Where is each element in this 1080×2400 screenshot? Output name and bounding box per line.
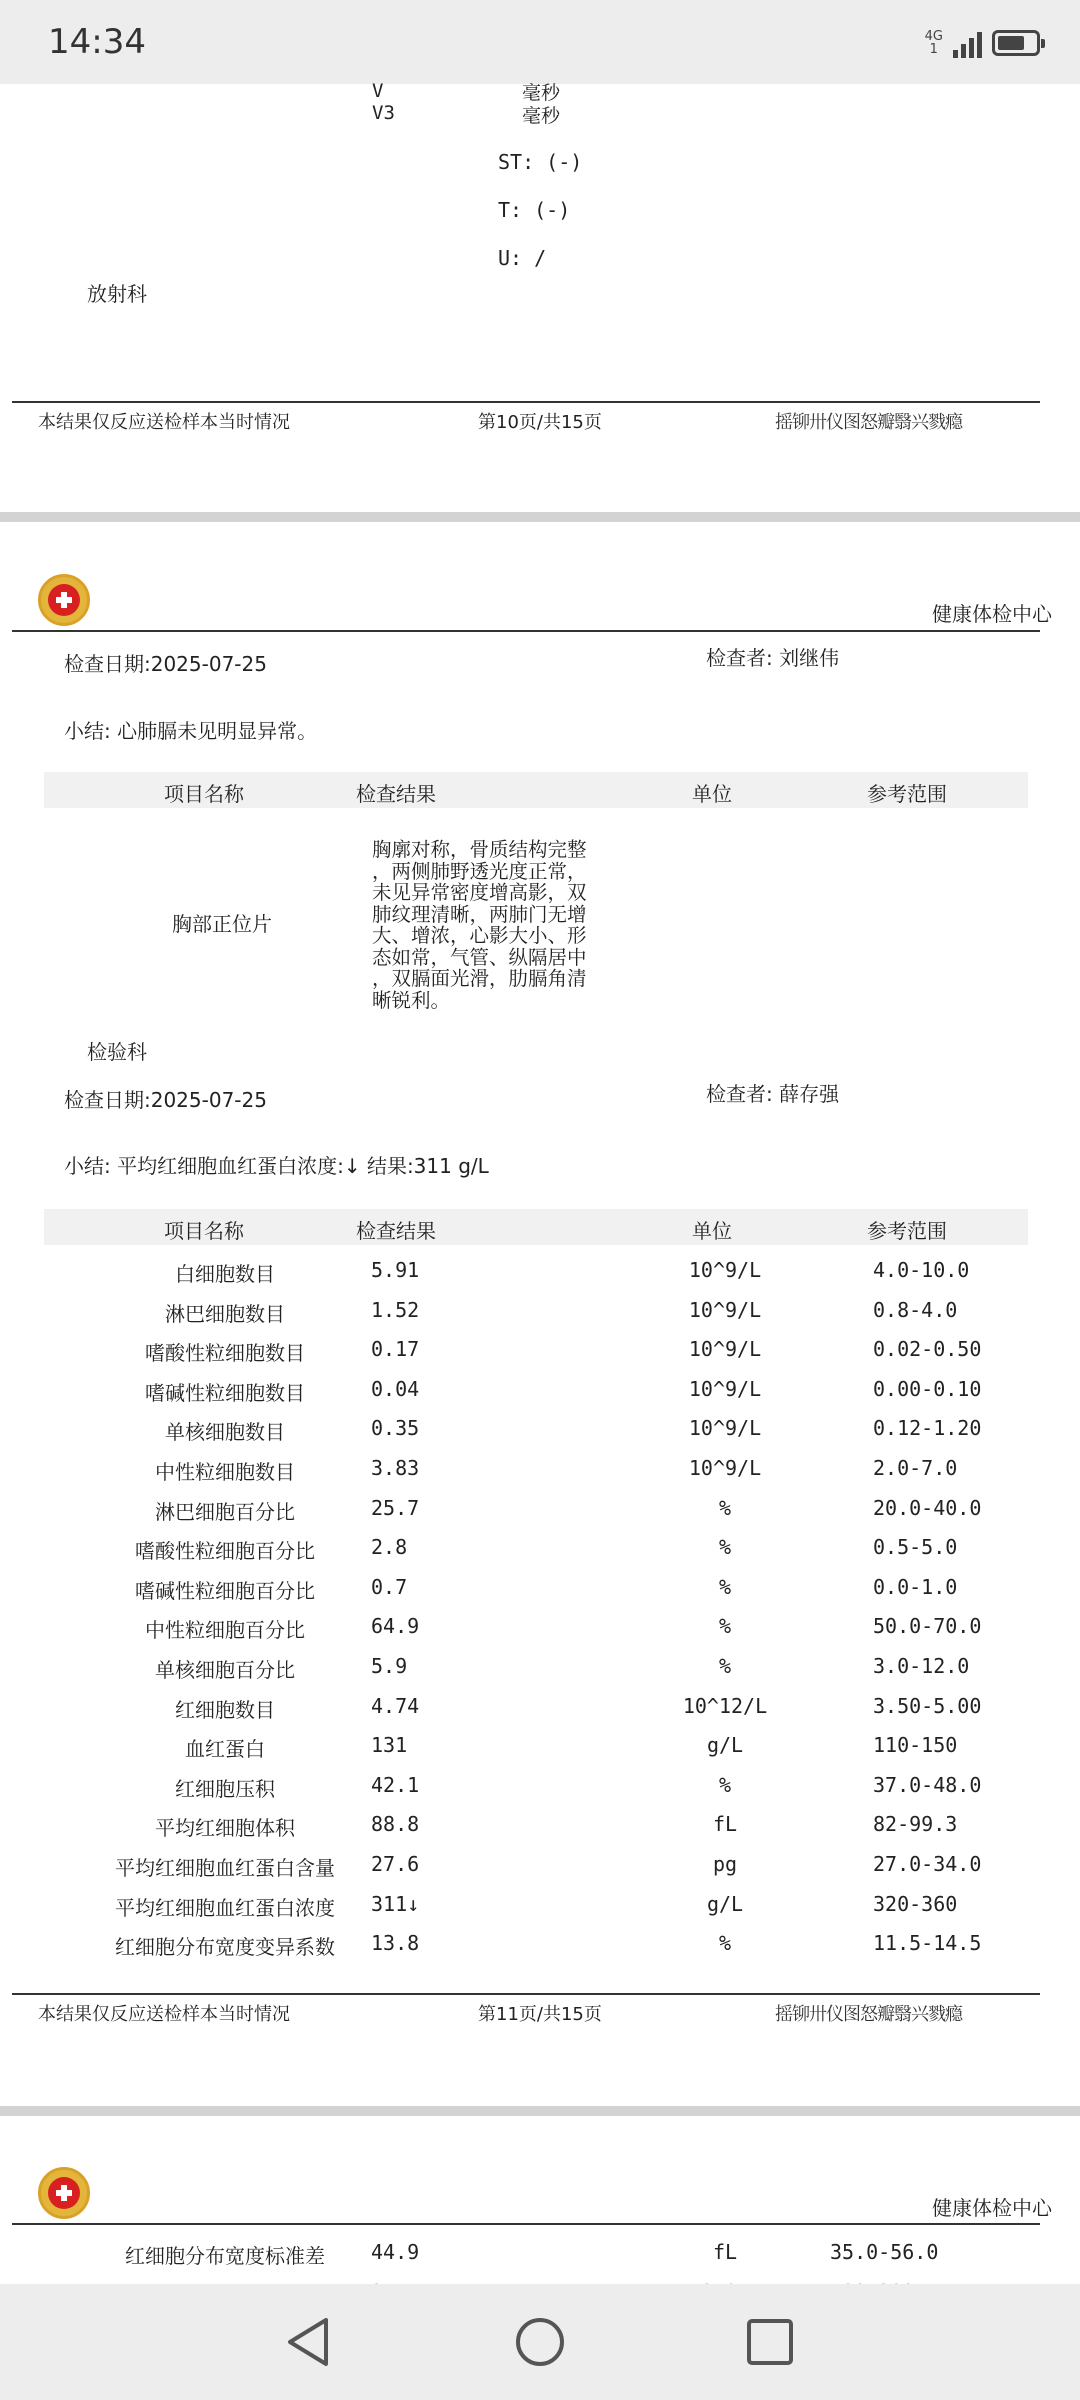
item-name: 淋巴细胞数目: [165, 1301, 285, 1326]
table-row: [0, 1725, 1080, 1765]
item-result: 5.9: [371, 1654, 408, 1678]
item-unit: %: [718, 1772, 732, 1797]
item-unit: %: [718, 1931, 732, 1956]
item-unit: g/L: [706, 1891, 744, 1916]
item-unit: 10^9/L: [688, 1376, 762, 1401]
item-result: 3.83: [371, 1456, 420, 1480]
xray-table-header: [44, 772, 1028, 808]
table-row: [0, 1765, 1080, 1805]
xray-result-line: 肺纹理清晰，两肺门无增: [372, 902, 587, 926]
item-reference: 82-99.3: [873, 1812, 958, 1837]
page-separator: [0, 512, 1080, 522]
table-row: [0, 1884, 1080, 1924]
item-result: 44.9: [371, 2240, 420, 2264]
header-divider: [12, 2223, 1040, 2225]
header-item-name: 项目名称: [164, 782, 244, 806]
ecg-value-v3: 毫秒: [522, 105, 561, 127]
header-reference: 参考范围: [867, 782, 947, 806]
item-name: 红细胞压积: [175, 1776, 275, 1801]
xray-item-name: 胸部正位片: [172, 912, 272, 936]
footer-disclaimer: 本结果仅反应送检样本当时情况: [38, 2004, 290, 2025]
ecg-st: ST: (-): [498, 150, 583, 174]
item-result: 25.7: [371, 1495, 420, 1520]
dept-laboratory: 检验科: [87, 1040, 147, 1064]
xray-result-line: 未见异常密度增高影，双: [372, 881, 587, 904]
item-name: 嗜酸性粒细胞数目: [145, 1341, 305, 1366]
table-row: [0, 1646, 1080, 1686]
table-row: [0, 1488, 1080, 1528]
header-result: 检查结果: [356, 1219, 436, 1243]
lab-summary: 小结: 平均红细胞血红蛋白浓度:↓ 结果:311 g/L: [64, 1154, 489, 1178]
item-name: 淋巴细胞百分比: [155, 1499, 295, 1524]
item-name: 红细胞分布宽度标准差: [125, 2244, 325, 2268]
item-unit: g/L: [706, 1733, 744, 1758]
item-name: 嗜酸性粒细胞百分比: [135, 1539, 315, 1564]
table-row: [0, 1923, 1080, 1963]
table-row: [0, 1290, 1080, 1330]
item-name: 中性粒细胞百分比: [145, 1618, 305, 1643]
header-unit: 单位: [692, 1219, 732, 1243]
item-reference: 3.0-12.0: [873, 1654, 970, 1678]
item-result: 131: [371, 1733, 408, 1758]
item-reference: 4.0-10.0: [873, 1258, 970, 1282]
status-icons: [925, 28, 1040, 58]
item-result: 0.35: [371, 1416, 420, 1441]
status-time: 14:34: [48, 22, 146, 62]
xray-examiner: 检查者: 刘继伟: [706, 646, 840, 670]
item-reference: 20.0-40.0: [873, 1495, 982, 1520]
item-unit: 10^9/L: [688, 1258, 762, 1282]
xray-exam-date: 检查日期:2025-07-25: [64, 652, 267, 676]
footer-divider: [12, 1993, 1040, 1995]
table-row: [0, 1250, 1080, 1290]
item-reference: 2.0-7.0: [873, 1456, 958, 1480]
ecg-label-v3: V3: [372, 102, 395, 124]
item-reference: 0.02-0.50: [873, 1337, 982, 1362]
item-reference: 50.0-70.0: [873, 1614, 982, 1639]
table-row: [0, 1369, 1080, 1409]
item-reference: 27.0-34.0: [873, 1852, 982, 1876]
table-row: [0, 2232, 1080, 2272]
item-unit: 10^9/L: [688, 1416, 762, 1441]
item-result: 88.8: [371, 1812, 420, 1837]
footer-divider: [12, 401, 1040, 403]
item-reference: 11.5-14.5: [873, 1931, 982, 1956]
item-unit: %: [718, 1495, 732, 1520]
item-name: 嗜碱性粒细胞百分比: [135, 1578, 315, 1603]
item-unit: fL: [712, 2240, 738, 2264]
header-reference: 参考范围: [867, 1219, 947, 1243]
footer-garbled-text: 摇铆卅仪图怒瓣翳兴戮瘾: [775, 2004, 962, 2025]
item-reference: 0.12-1.20: [873, 1416, 982, 1441]
item-result: 13.8: [371, 1931, 420, 1956]
table-row: [0, 1606, 1080, 1646]
item-reference: 0.0-1.0: [873, 1574, 958, 1599]
ecg-value-v: 毫秒: [522, 82, 561, 104]
navigation-bar: [0, 2284, 1080, 2400]
item-result: 5.91: [371, 1258, 420, 1282]
item-name: 平均红细胞血红蛋白浓度: [115, 1895, 335, 1920]
table-row: [0, 1408, 1080, 1448]
xray-result-line: ，双膈面光滑，肋膈角清: [372, 967, 587, 990]
page-separator: [0, 2106, 1080, 2116]
item-result: 42.1: [371, 1772, 420, 1797]
item-reference: 320-360: [873, 1891, 958, 1916]
item-result: 0.7: [371, 1574, 408, 1599]
signal-icon: [953, 28, 982, 58]
lab-examiner: 检查者: 薛存强: [706, 1082, 840, 1106]
item-name: 白细胞数目: [175, 1262, 275, 1286]
item-result: 27.6: [371, 1852, 420, 1876]
item-unit: 10^9/L: [688, 1337, 762, 1362]
xray-result-line: 态如常，气管、纵隔居中: [372, 945, 587, 969]
item-reference: 0.5-5.0: [873, 1535, 958, 1560]
network-type: 4G 1: [924, 29, 943, 57]
table-row: [0, 1804, 1080, 1844]
item-name: 平均红细胞体积: [155, 1816, 295, 1841]
item-result: 1.52: [371, 1297, 420, 1322]
ecg-label-v: V: [372, 80, 384, 102]
item-result: 4.74: [371, 1693, 420, 1718]
table-row: [0, 1329, 1080, 1369]
item-reference: 0.8-4.0: [873, 1297, 958, 1322]
lab-exam-date: 检查日期:2025-07-25: [64, 1088, 267, 1112]
table-row: [0, 1527, 1080, 1567]
header-item-name: 项目名称: [164, 1219, 244, 1243]
back-icon[interactable]: [280, 2314, 336, 2370]
home-icon[interactable]: [512, 2314, 568, 2370]
item-name: 嗜碱性粒细胞数目: [145, 1380, 305, 1405]
hospital-logo: [38, 574, 90, 626]
header-unit: 单位: [692, 782, 732, 806]
item-name: 中性粒细胞数目: [155, 1460, 295, 1484]
table-row: [0, 1844, 1080, 1884]
ecg-t: T: (-): [498, 198, 571, 222]
item-unit: 10^9/L: [688, 1456, 762, 1480]
lab-table-header: [44, 1209, 1028, 1245]
footer-page-number: 第10页/共15页: [478, 412, 602, 433]
item-unit: %: [718, 1614, 732, 1639]
item-reference: 35.0-56.0: [830, 2240, 939, 2264]
item-unit: %: [718, 1535, 732, 1560]
header-result: 检查结果: [356, 782, 436, 806]
item-result: 0.04: [371, 1376, 420, 1401]
item-name: 红细胞分布宽度变异系数: [115, 1935, 335, 1960]
item-unit: 10^9/L: [688, 1297, 762, 1322]
recents-icon[interactable]: [742, 2314, 798, 2370]
table-row: [0, 1448, 1080, 1488]
item-result: 64.9: [371, 1614, 420, 1639]
footer-disclaimer: 本结果仅反应送检样本当时情况: [38, 412, 290, 433]
footer-page-number: 第11页/共15页: [478, 2004, 602, 2025]
xray-result-line: 大、增浓，心影大小、形: [372, 924, 587, 947]
item-result: 311↓: [371, 1891, 420, 1916]
item-reference: 110-150: [873, 1733, 958, 1758]
item-unit: 10^12/L: [682, 1693, 768, 1718]
xray-summary: 小结: 心肺膈未见明显异常。: [64, 719, 318, 743]
xray-result-line: 胸廓对称，骨质结构完整: [372, 838, 587, 861]
item-unit: %: [718, 1654, 732, 1678]
hospital-logo: [38, 2167, 90, 2219]
item-unit: fL: [712, 1812, 738, 1837]
item-name: 单核细胞百分比: [155, 1658, 295, 1682]
item-unit: pg: [712, 1852, 738, 1876]
item-reference: 37.0-48.0: [873, 1772, 982, 1797]
table-row: [0, 1567, 1080, 1607]
item-name: 平均红细胞血红蛋白含量: [115, 1856, 335, 1880]
item-name: 单核细胞数目: [165, 1420, 285, 1445]
table-row: [0, 1686, 1080, 1726]
battery-icon: [992, 30, 1040, 56]
item-name: 红细胞数目: [175, 1697, 275, 1722]
item-result: 0.17: [371, 1337, 420, 1362]
status-bar: [0, 0, 1080, 84]
dept-radiology: 放射科: [87, 282, 147, 306]
ecg-u: U: /: [498, 246, 547, 270]
item-result: 2.8: [371, 1535, 408, 1560]
footer-garbled-text: 摇铆卅仪图怒瓣翳兴戮瘾: [775, 412, 962, 433]
item-name: 血红蛋白: [185, 1737, 265, 1762]
xray-result-line: ，两侧肺野透光度正常，: [372, 859, 587, 883]
header-divider: [12, 630, 1040, 632]
center-name: 健康体检中心: [932, 2196, 1052, 2220]
item-unit: %: [718, 1574, 732, 1599]
item-reference: 0.00-0.10: [873, 1376, 982, 1401]
center-name: 健康体检中心: [932, 602, 1052, 626]
item-reference: 3.50-5.00: [873, 1693, 982, 1718]
xray-result-line: 晰锐利。: [372, 988, 451, 1012]
